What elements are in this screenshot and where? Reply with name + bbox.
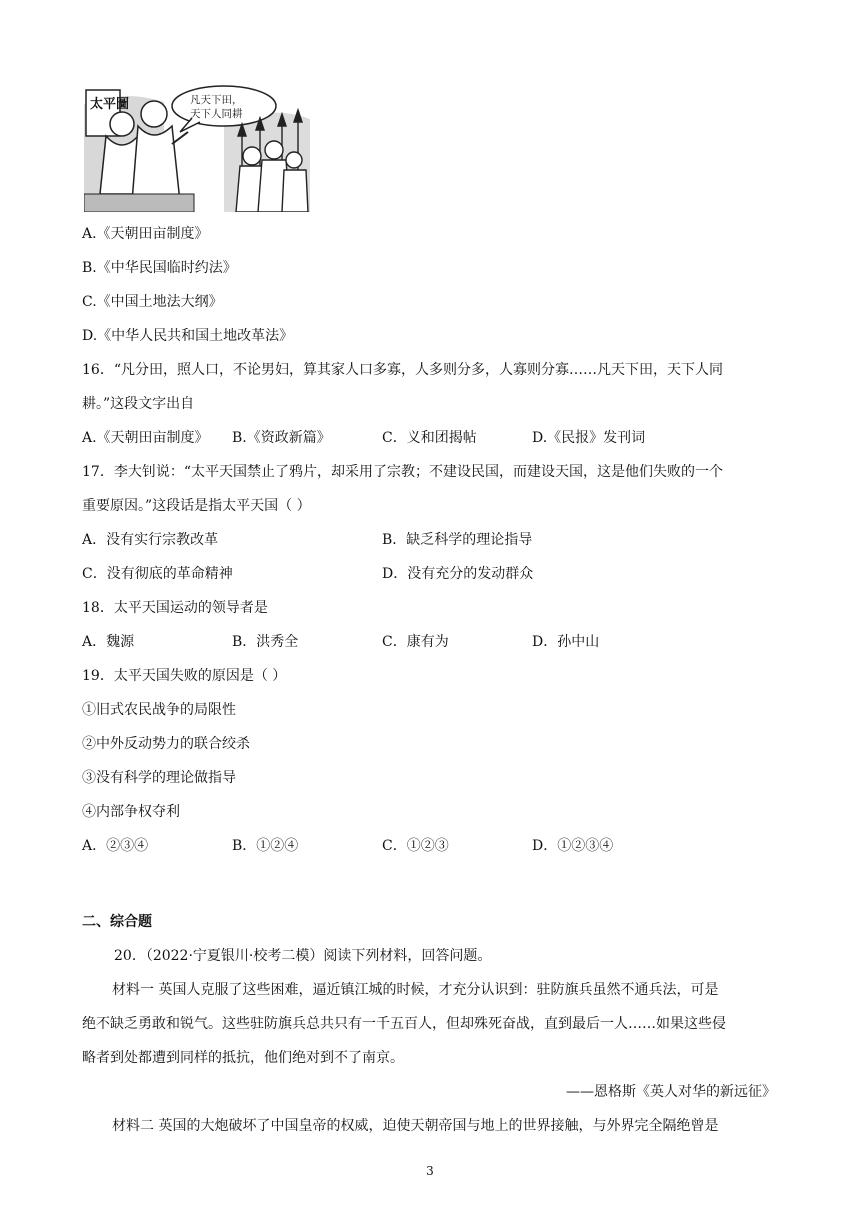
- material1-source: ——恩格斯《英人对华的新远征》: [566, 1084, 776, 1100]
- q19-item-4: ④内部争权夺利: [82, 804, 180, 820]
- taiping-cartoon-illustration: [84, 84, 310, 212]
- material1-line2: 绝不缺乏勇敢和锐气。这些驻防旗兵总共只有一千五百人，但却殊死奋战，直到最后一人……如果这些侵: [82, 1016, 726, 1032]
- material1-line1: 材料一 英国人克服了这些困难，逼近镇江城的时候，才充分认识到：驻防旗兵虽然不通兵法，可是: [112, 982, 719, 998]
- q19-stem: 19．太平天国失败的原因是（ ）: [82, 668, 287, 684]
- q20-stem: 20．（2022·宁夏银川·校考二模）阅读下列材料，回答问题。: [114, 948, 492, 964]
- q19-item-1: ①旧式农民战争的局限性: [82, 702, 236, 718]
- q17-option-c: C．没有彻底的革命精神: [82, 566, 233, 582]
- material2-line1: 材料二 英国的大炮破坏了中国皇帝的权威，迫使天朝帝国与地上的世界接触，与外界完全隔绝曾是: [112, 1118, 719, 1134]
- q18-option-b: B．洪秀全: [232, 634, 299, 650]
- q16-stem-line1: 16．“凡分田，照人口，不论男妇，算其家人口多寡，人多则分多，人寡则分寡……凡天下田，天下人同: [82, 362, 723, 378]
- q15-option-b: B.《中华民国临时约法》: [82, 260, 237, 276]
- q18-option-c: C．康有为: [382, 634, 449, 650]
- q19-option-d: D．①②③④: [532, 838, 614, 854]
- q19-item-3: ③没有科学的理论做指导: [82, 770, 236, 786]
- q16-stem-line2: 耕。”这段文字出自: [82, 396, 195, 412]
- q19-item-2: ②中外反动势力的联合绞杀: [82, 736, 250, 752]
- illustration-sign: 太平圖: [90, 96, 130, 111]
- q16-option-d: D.《民报》发刊词: [532, 430, 646, 446]
- material1-line3: 略者到处都遭到同样的抵抗，他们绝对到不了南京。: [82, 1050, 404, 1066]
- q17-option-a: A．没有实行宗教改革: [82, 532, 219, 548]
- q18-option-a: A．魏源: [82, 634, 135, 650]
- q17-stem-line2: 重要原因。”这段话是指太平天国（ ）: [82, 498, 311, 514]
- q19-option-c: C．①②③: [382, 838, 449, 854]
- q18-stem: 18．太平天国运动的领导者是: [82, 600, 268, 616]
- section-title: 二、综合题: [82, 914, 152, 930]
- q16-option-b: B.《资政新篇》: [232, 430, 331, 446]
- q15-option-a: A.《天朝田亩制度》: [82, 226, 209, 242]
- q16-option-a: A.《天朝田亩制度》: [82, 430, 209, 446]
- q15-option-d: D.《中华人民共和国土地改革法》: [82, 328, 294, 344]
- q15-option-c: C.《中国土地法大纲》: [82, 294, 223, 310]
- q17-option-b: B．缺乏科学的理论指导: [382, 532, 533, 548]
- page-number: 3: [426, 1164, 434, 1178]
- q19-option-b: B．①②④: [232, 838, 299, 854]
- speech-bubble-line1: 凡天下田，: [190, 95, 243, 106]
- q18-option-d: D．孙中山: [532, 634, 600, 650]
- q19-option-a: A．②③④: [82, 838, 149, 854]
- q16-option-c: C．义和团揭帖: [382, 430, 477, 446]
- speech-bubble-line2: 天下人同耕: [190, 109, 243, 120]
- q17-option-d: D．没有充分的发动群众: [382, 566, 534, 582]
- q17-stem-line1: 17．李大钊说：“太平天国禁止了鸦片，却采用了宗教；不建设民国，而建设天国，这是他们失败的一个: [82, 464, 723, 480]
